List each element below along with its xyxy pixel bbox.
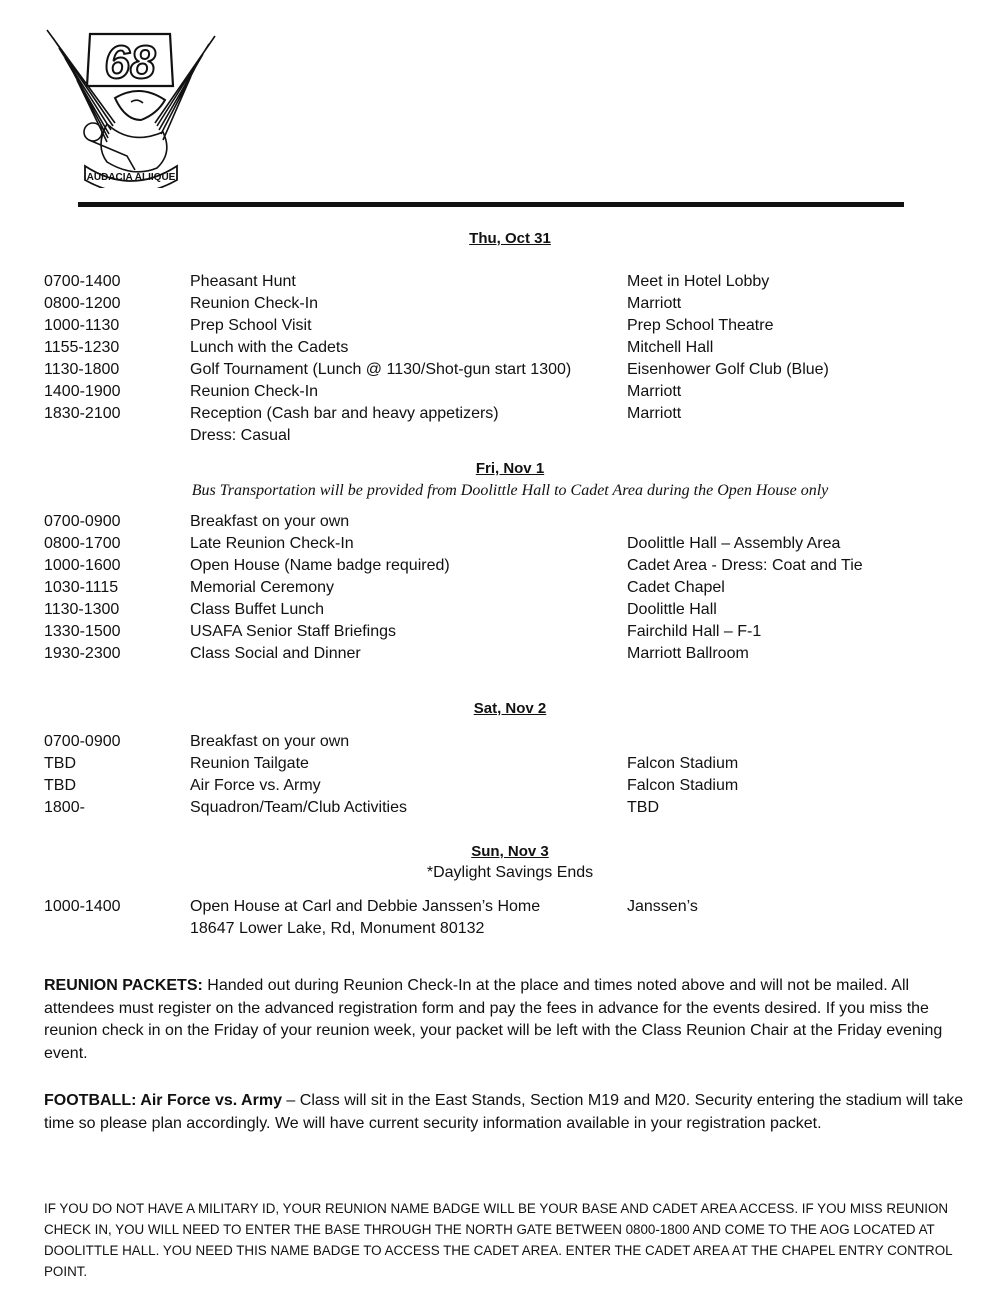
event-location: Marriott (627, 295, 682, 312)
event-time: 1930-2300 (44, 645, 121, 662)
event-time: 1130-1300 (44, 601, 120, 618)
event-time: 1830-2100 (44, 405, 121, 422)
schedule-row (0, 557, 1000, 579)
schedule-row (0, 361, 1000, 383)
reunion-packets-text: Handed out during Reunion Check-In at the place and times noted above and will not be mailed. All attendees must register on the advanced registration form and pay the fees in advance for the events desired. If you miss the reunion check in on the Friday of your reunion week, your packet will be left with the Class Reunion Chair at the Friday evening event. (44, 977, 943, 1062)
event-name: Air Force vs. Army (190, 777, 321, 794)
event-location: Meet in Hotel Lobby (627, 273, 770, 290)
event-location: Doolittle Hall – Assembly Area (627, 535, 841, 552)
event-location: Cadet Area - Dress: Coat and Tie (627, 557, 863, 574)
event-location: Falcon Stadium (627, 755, 739, 772)
event-location: Prep School Theatre (627, 317, 774, 334)
event-time: 1000-1600 (44, 557, 121, 574)
event-time: 1030-1115 (44, 579, 119, 596)
day-title: Thu, Oct 31 (469, 230, 551, 247)
event-name: Breakfast on your own (190, 733, 350, 750)
schedule-row (0, 898, 1000, 920)
day-title: Sat, Nov 2 (473, 700, 547, 717)
day-note: Bus Transportation will be provided from Doolittle Hall to Cadet Area during the Open House only (191, 482, 829, 499)
class-crest-logo (45, 28, 217, 188)
event-name: Dress: Casual (190, 427, 291, 444)
access-notice: IF YOU DO NOT HAVE A MILITARY ID, YOUR REUNION NAME BADGE WILL BE YOUR BASE AND CADET AREA ACCESS. IF YOU MISS REUNION CHECK IN, YOU WILL NEED TO ENTER THE BASE THROUGH THE NORTH GATE BETWEEN 0800-1800 AND COME TO THE AOG LOCATED AT DOOLITTLE HALL. YOU NEED THIS NAME BADGE TO ACCESS THE CADET AREA. ENTER THE CADET AREA AT THE CHAPEL ENTRY CONTROL POINT. (44, 1201, 953, 1279)
event-time: 1400-1900 (44, 383, 121, 400)
football-game: Air Force vs. Army (136, 1092, 282, 1109)
day-note: *Daylight Savings Ends (426, 864, 594, 881)
schedule-row (0, 339, 1000, 361)
schedule-row (0, 645, 1000, 667)
schedule-row (0, 427, 1000, 449)
schedule-row (0, 273, 1000, 295)
event-name: 18647 Lower Lake, Rd, Monument 80132 (190, 920, 485, 937)
event-time: 0700-1400 (44, 273, 121, 290)
event-name: USAFA Senior Staff Briefings (190, 623, 397, 640)
schedule-row (0, 513, 1000, 535)
day-title: Sun, Nov 3 (471, 843, 549, 860)
schedule-row (0, 295, 1000, 317)
event-name: Reunion Check-In (190, 295, 319, 312)
event-time: 1000-1400 (44, 898, 121, 915)
event-time: 1130-1800 (44, 361, 120, 378)
event-time: 1800- (44, 799, 85, 816)
event-name: Squadron/Team/Club Activities (190, 799, 407, 816)
event-location: Janssen’s (627, 898, 698, 915)
event-name: Reception (Cash bar and heavy appetizers) (190, 405, 499, 422)
event-name: Class Social and Dinner (190, 645, 361, 662)
event-time: 1330-1500 (44, 623, 121, 640)
schedule-row (0, 601, 1000, 623)
schedule-row (0, 383, 1000, 405)
event-time: 0700-0900 (44, 733, 121, 750)
crest-motto: AUDACIA ALIIQUE (86, 172, 176, 183)
event-name: Late Reunion Check-In (190, 535, 354, 552)
event-time: TBD (44, 755, 76, 772)
event-name: Class Buffet Lunch (190, 601, 325, 618)
event-time: TBD (44, 777, 76, 794)
header-divider (78, 202, 904, 207)
schedule-row (0, 317, 1000, 339)
day-title: Fri, Nov 1 (475, 460, 545, 477)
football-paragraph (44, 1090, 979, 1135)
event-time: 0800-1700 (44, 535, 121, 552)
event-location: Falcon Stadium (627, 777, 739, 794)
event-location: Marriott Ballroom (627, 645, 749, 662)
schedule-row (0, 579, 1000, 601)
event-time: 0800-1200 (44, 295, 121, 312)
event-name: Breakfast on your own (190, 513, 350, 530)
event-name: Open House at Carl and Debbie Janssen’s Home (190, 898, 541, 915)
schedule-row (0, 777, 1000, 799)
event-name: Memorial Ceremony (190, 579, 335, 596)
football-label: FOOTBALL: (44, 1092, 137, 1109)
event-time: 1000-1130 (44, 317, 120, 334)
event-name: Prep School Visit (190, 317, 312, 334)
event-location: Cadet Chapel (627, 579, 725, 596)
reunion-packets-paragraph (44, 975, 979, 1065)
event-time: 1155-1230 (44, 339, 120, 356)
event-name: Pheasant Hunt (190, 273, 296, 290)
event-name: Reunion Tailgate (190, 755, 309, 772)
event-location: Eisenhower Golf Club (Blue) (627, 361, 829, 378)
football-text: – Class will sit in the East Stands, Section M19 and M20. Security entering the stadium will take time so please plan accordingly. We will have current security information available in your registration packet. (44, 1092, 964, 1132)
schedule-row (0, 405, 1000, 427)
event-location: Mitchell Hall (627, 339, 714, 356)
schedule-row (0, 755, 1000, 777)
event-location: Doolittle Hall (627, 601, 717, 618)
schedule-row (0, 799, 1000, 821)
crest-numerals: 68 (104, 36, 156, 88)
schedule-row (0, 623, 1000, 645)
event-location: TBD (627, 799, 659, 816)
event-name: Golf Tournament (Lunch @ 1130/Shot-gun start 1300) (190, 361, 572, 378)
event-location: Marriott (627, 405, 682, 422)
schedule-row (0, 535, 1000, 557)
event-location: Fairchild Hall – F-1 (627, 623, 762, 640)
event-time: 0700-0900 (44, 513, 121, 530)
schedule-row (0, 920, 1000, 942)
event-name: Lunch with the Cadets (190, 339, 349, 356)
event-location: Marriott (627, 383, 682, 400)
eagle-crest-icon (45, 28, 217, 188)
reunion-packets-label: REUNION PACKETS: (44, 977, 203, 994)
event-name: Reunion Check-In (190, 383, 319, 400)
schedule-row (0, 733, 1000, 755)
event-name: Open House (Name badge required) (190, 557, 450, 574)
